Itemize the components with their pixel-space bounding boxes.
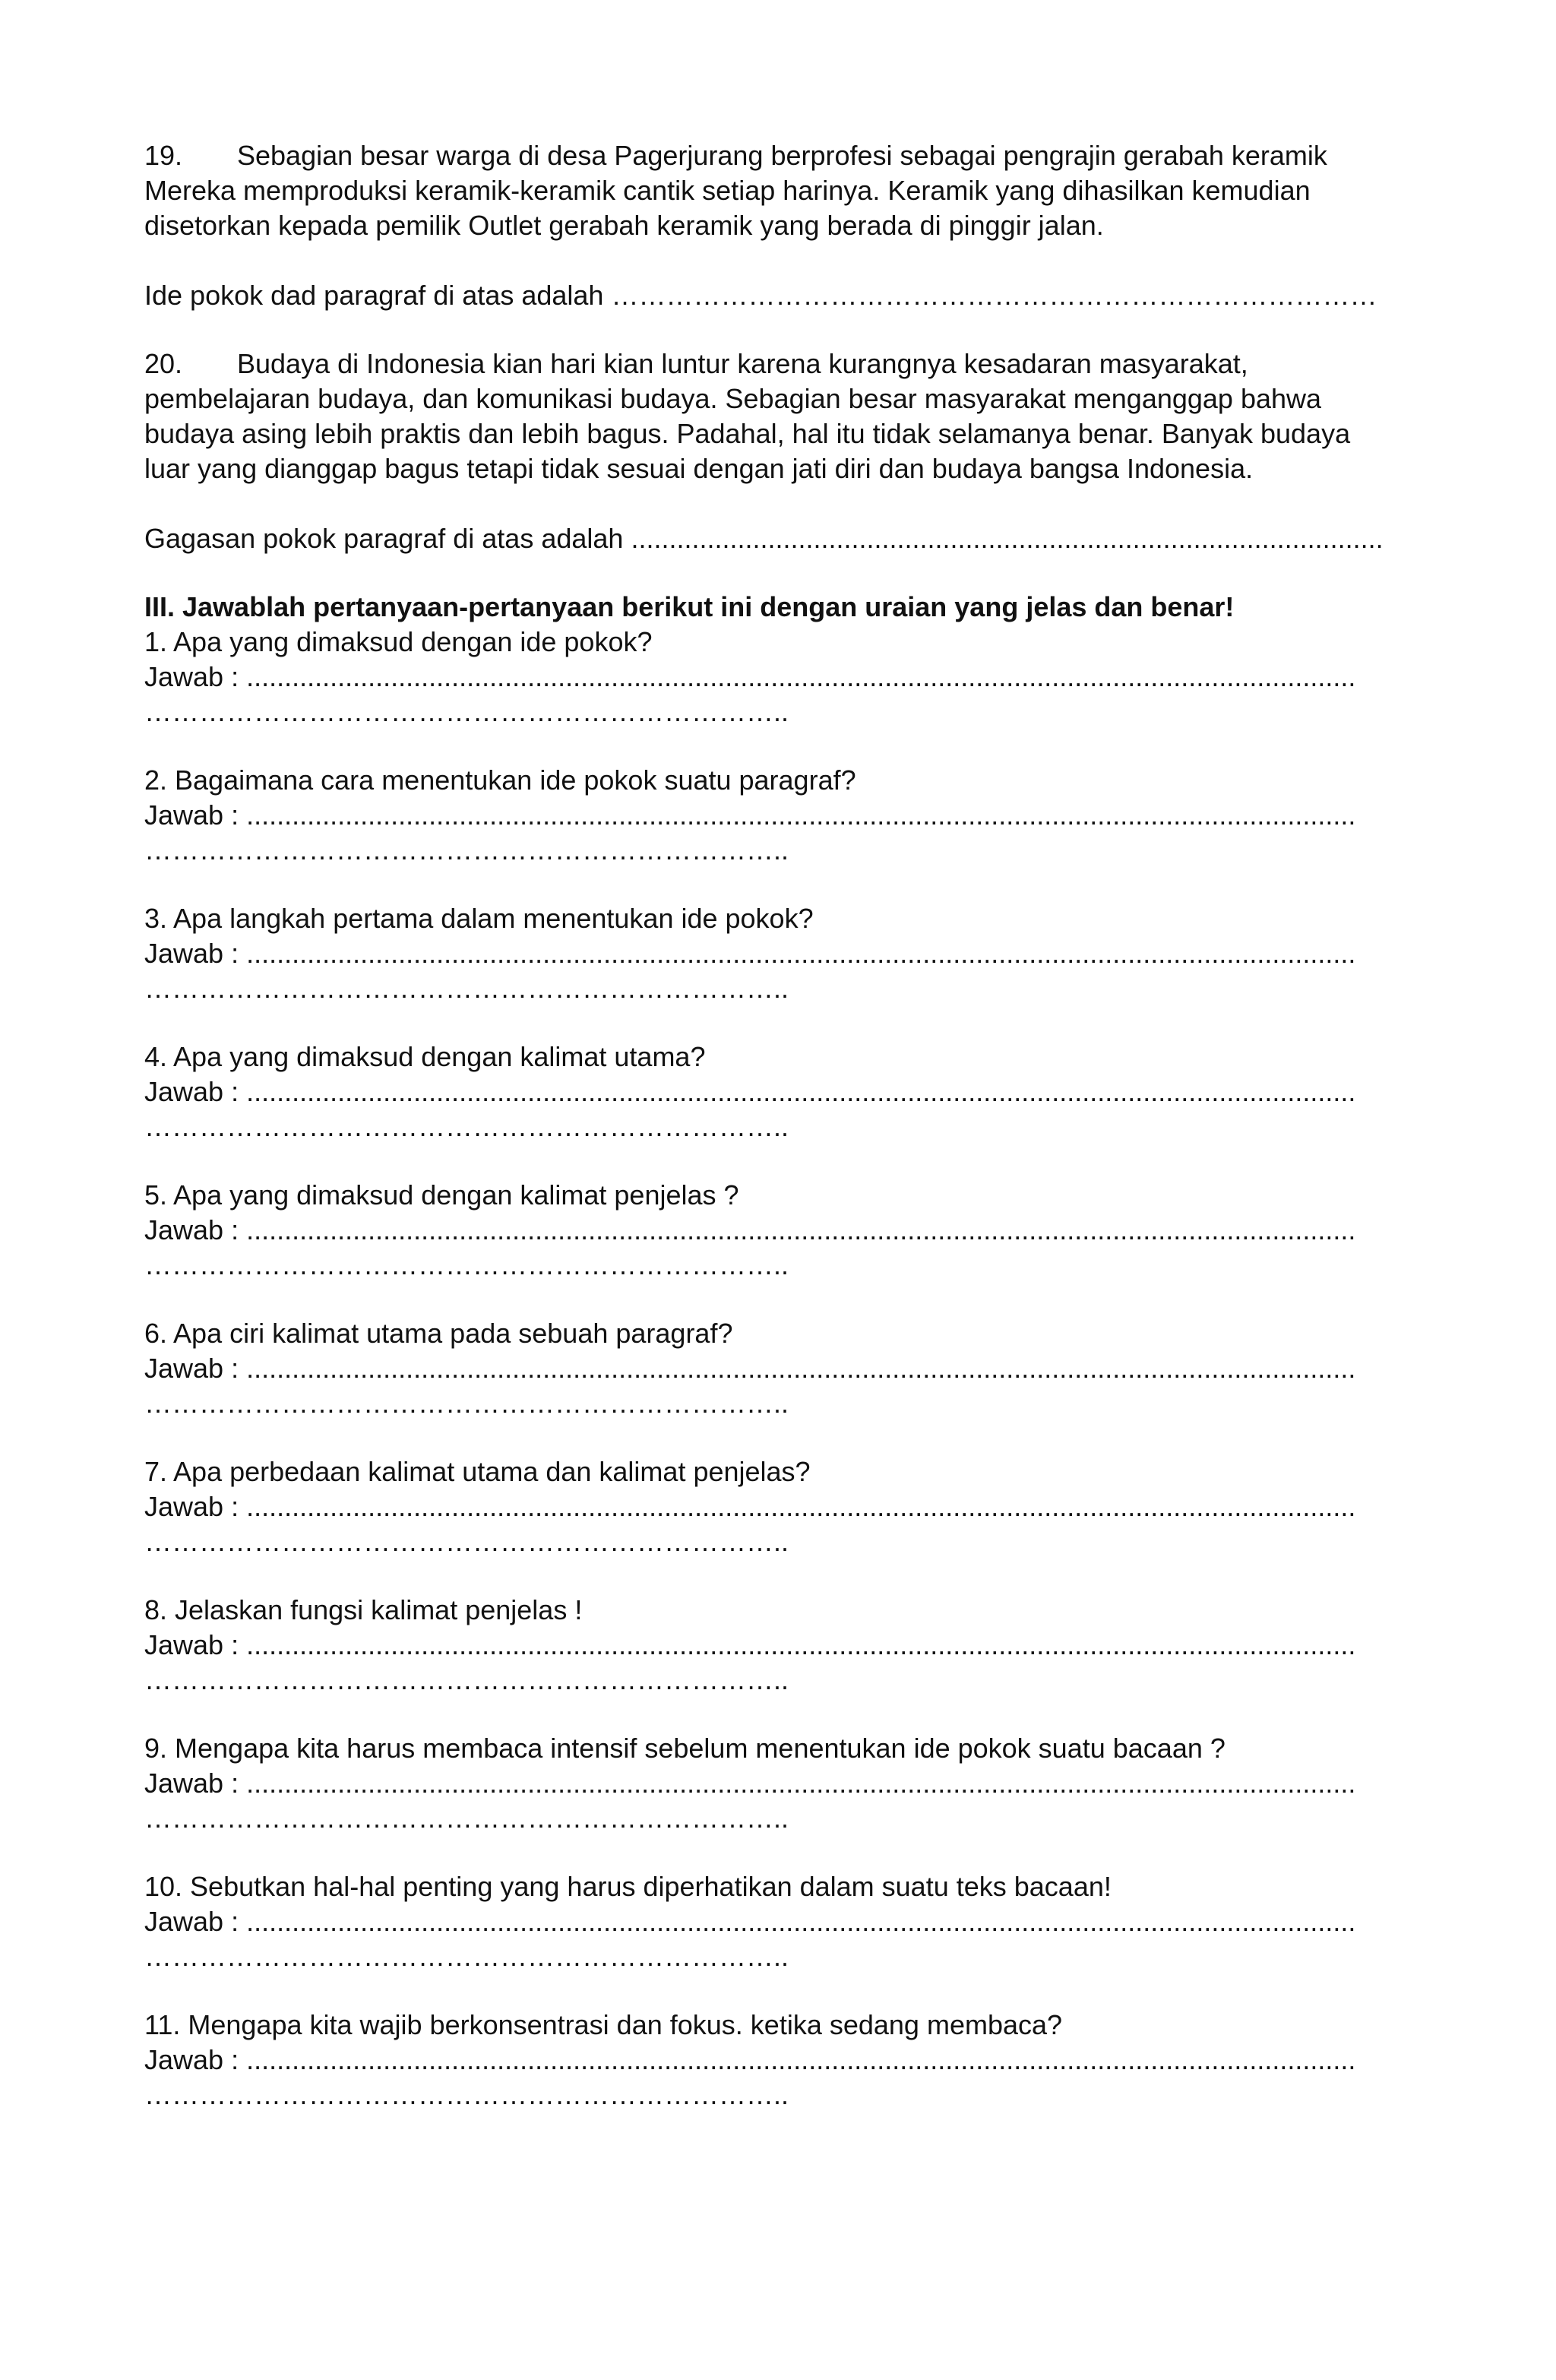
question-8 bbox=[144, 1593, 1421, 1698]
answer-line[interactable]: Jawab : .................................................................................................................................................. bbox=[144, 1076, 1356, 1107]
answer-line-continued[interactable]: …………………………………………………………….. bbox=[144, 1111, 789, 1142]
item-19 bbox=[144, 138, 1421, 313]
answer-line-continued[interactable]: …………………………………………………………….. bbox=[144, 1802, 789, 1834]
answer-line[interactable]: Jawab : .................................................................................................................................................. bbox=[144, 661, 1356, 692]
answer-line[interactable]: Jawab : .................................................................................................................................................. bbox=[144, 2044, 1356, 2075]
question-text: 3. Apa langkah pertama dalam menentukan ide pokok? bbox=[144, 903, 814, 934]
question-text: 6. Apa ciri kalimat utama pada sebuah paragraf? bbox=[144, 1318, 733, 1349]
answer-line[interactable]: Jawab : .................................................................................................................................................. bbox=[144, 1353, 1356, 1384]
item-19-line-1 bbox=[144, 138, 1421, 173]
question-text: 4. Apa yang dimaksud dengan kalimat utama? bbox=[144, 1041, 706, 1072]
answer-line-continued[interactable]: …………………………………………………………….. bbox=[144, 1941, 789, 1972]
worksheet-page bbox=[144, 138, 1421, 2113]
item-19-number: 19. bbox=[144, 140, 183, 171]
item-20-prompt: Gagasan pokok paragraf di atas adalah ................................................................................................... bbox=[144, 523, 1384, 554]
question-5 bbox=[144, 1178, 1421, 1283]
answer-line-continued[interactable]: …………………………………………………………….. bbox=[144, 2079, 789, 2110]
answer-line-continued[interactable]: …………………………………………………………….. bbox=[144, 834, 789, 866]
answer-line[interactable]: Jawab : .................................................................................................................................................. bbox=[144, 1906, 1356, 1937]
question-text: 2. Bagaimana cara menentukan ide pokok suatu paragraf? bbox=[144, 764, 856, 796]
answer-line-continued[interactable]: …………………………………………………………….. bbox=[144, 1249, 789, 1280]
question-6 bbox=[144, 1316, 1421, 1421]
question-3 bbox=[144, 901, 1421, 1006]
item-19-line-2: Mereka memproduksi keramik-keramik cantik setiap harinya. Keramik yang dihasilkan kemudian bbox=[144, 175, 1311, 206]
answer-line[interactable]: Jawab : .................................................................................................................................................. bbox=[144, 799, 1356, 831]
question-text: 8. Jelaskan fungsi kalimat penjelas ! bbox=[144, 1594, 583, 1625]
item-20-line-4: luar yang dianggap bagus tetapi tidak sesuai dengan jati diri dan budaya bangsa Indonesia. bbox=[144, 453, 1254, 484]
answer-line[interactable]: Jawab : .................................................................................................................................................. bbox=[144, 1214, 1356, 1245]
question-text: 9. Mengapa kita harus membaca intensif sebelum menentukan ide pokok suatu bacaan ? bbox=[144, 1733, 1226, 1764]
answer-line-continued[interactable]: …………………………………………………………….. bbox=[144, 696, 789, 727]
question-2 bbox=[144, 763, 1421, 868]
item-20-line-1 bbox=[144, 347, 1421, 381]
question-4 bbox=[144, 1040, 1421, 1144]
answer-line[interactable]: Jawab : .................................................................................................................................................. bbox=[144, 1768, 1356, 1799]
item-19-text-1: Sebagian besar warga di desa Pagerjurang berprofesi sebagai pengrajin gerabah keramik bbox=[237, 140, 1327, 171]
item-20-line-3: budaya asing lebih praktis dan lebih bagus. Padahal, hal itu tidak selamanya benar. Banyak budaya bbox=[144, 418, 1351, 449]
answer-line[interactable]: Jawab : .................................................................................................................................................. bbox=[144, 1629, 1356, 1660]
question-9 bbox=[144, 1731, 1421, 1836]
question-1 bbox=[144, 625, 1421, 730]
question-text: 5. Apa yang dimaksud dengan kalimat penjelas ? bbox=[144, 1179, 739, 1211]
item-20-number: 20. bbox=[144, 348, 183, 379]
question-text: 11. Mengapa kita wajib berkonsentrasi dan fokus. ketika sedang membaca? bbox=[144, 2009, 1063, 2040]
section-3 bbox=[144, 590, 1421, 2113]
answer-line[interactable]: Jawab : .................................................................................................................................................. bbox=[144, 938, 1356, 969]
item-19-prompt: Ide pokok dad paragraf di atas adalah ………………………………………………………………………… bbox=[144, 280, 1377, 311]
item-20-line-2: pembelajaran budaya, dan komunikasi budaya. Sebagian besar masyarakat menganggap bahwa bbox=[144, 383, 1322, 414]
section-3-heading: III. Jawablah pertanyaan-pertanyaan berikut ini dengan uraian yang jelas dan benar! bbox=[144, 591, 1235, 622]
question-7 bbox=[144, 1454, 1421, 1559]
question-text: 10. Sebutkan hal-hal penting yang harus diperhatikan dalam suatu teks bacaan! bbox=[144, 1871, 1112, 1902]
answer-line-continued[interactable]: …………………………………………………………….. bbox=[144, 973, 789, 1004]
question-text: 1. Apa yang dimaksud dengan ide pokok? bbox=[144, 626, 653, 657]
answer-line[interactable]: Jawab : .................................................................................................................................................. bbox=[144, 1491, 1356, 1522]
answer-line-continued[interactable]: …………………………………………………………….. bbox=[144, 1388, 789, 1419]
answer-line-continued[interactable]: …………………………………………………………….. bbox=[144, 1664, 789, 1695]
question-text: 7. Apa perbedaan kalimat utama dan kalimat penjelas? bbox=[144, 1456, 811, 1487]
question-10 bbox=[144, 1869, 1421, 1974]
item-19-line-3: disetorkan kepada pemilik Outlet gerabah keramik yang berada di pinggir jalan. bbox=[144, 210, 1104, 241]
question-11 bbox=[144, 2008, 1421, 2113]
item-20 bbox=[144, 347, 1421, 556]
answer-line-continued[interactable]: …………………………………………………………….. bbox=[144, 1526, 789, 1557]
item-20-text-1: Budaya di Indonesia kian hari kian luntur karena kurangnya kesadaran masyarakat, bbox=[237, 348, 1248, 379]
